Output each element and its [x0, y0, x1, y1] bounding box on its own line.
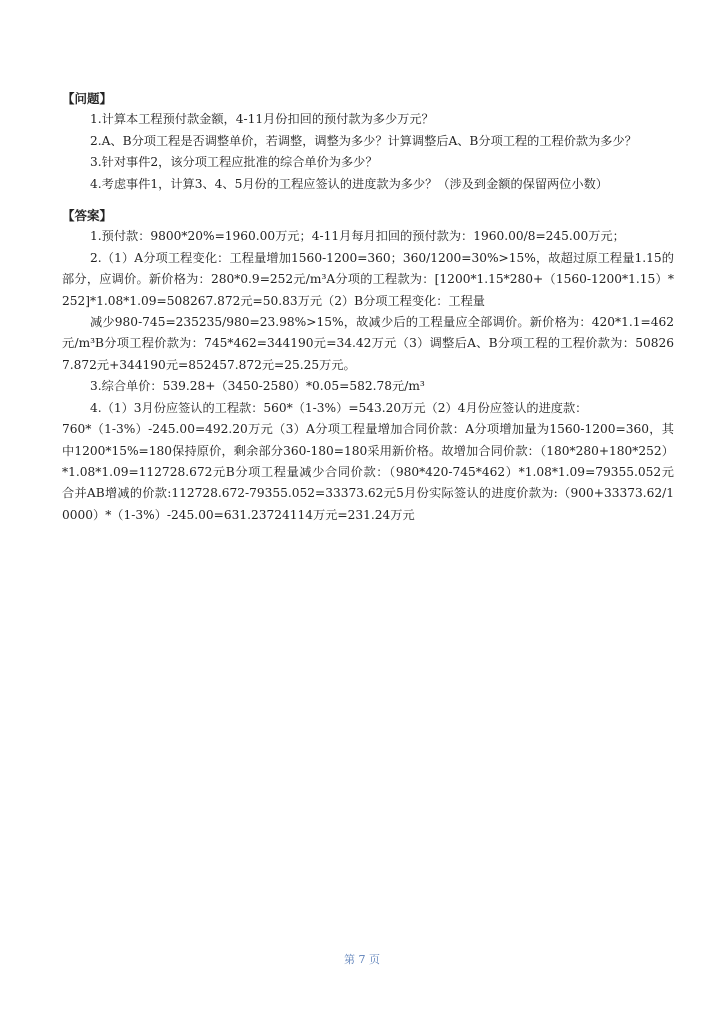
- answer-4-part-2: 760*（1-3%）-245.00=492.20万元（3）A分项工程量增加合同价款：A分项增加量为1560-1200=360，其中1200*15%=180保持原价，剩余部分360-180=180采用新价格。故增加合同价款：（180*280+180*252）*1.08*1.09=112728.672元B分项工程量减少合同价款：（980*420-745*462）*1.08*1.09=79355.052元合并AB增减的价款:112728.672-79355.052=33373.62元5月份实际签认的进度价款为:（900+33373.62/10000）*（1-3%）-245.00=631.23724114万元=231.24万元: [62, 422, 674, 522]
- answer-2-part-1: 2.（1）A分项工程变化：工程量增加1560-1200=360；360/1200=30%>15%，故超过原工程量1.15的部分，应调价。新价格为：280*0.9=252元/m³A分项的工程款为：[1200*1.15*280+（1560-1200*1.15）*252]*1.08*1.09=508267.872元=50.83万元（2）B分项工程变化：工程量: [62, 250, 674, 308]
- question-2: 2.A、B分项工程是否调整单价，若调整，调整为多少？计算调整后A、B分项工程的工程价款为多少？: [90, 133, 637, 148]
- question-4: 4.考虑事件1，计算3、4、5月份的工程应签认的进度款为多少？（涉及到金额的保留两位小数）: [90, 176, 608, 191]
- questions-heading: 【问题】: [62, 91, 113, 106]
- answer-3: 3.综合单价：539.28+（3450-2580）*0.05=582.78元/m³: [90, 379, 425, 394]
- answer-4-part-1: 4.（1）3月份应签认的工程款：560*（1-3%）=543.20万元（2）4月份应签认的进度款：: [90, 400, 588, 415]
- answer-2-part-2: 减少980-745=235235/980=23.98%>15%，故减少后的工程量应全部调价。新价格为：420*1.1=462元/m³B分项工程价款为：745*462=344190元=34.42万元（3）调整后A、B分项工程的工程价款为：508267.872元+344190元=852457.872元=25.25万元。: [62, 315, 674, 372]
- question-1: 1.计算本工程预付款金额，4-11月份扣回的预付款为多少万元？: [90, 112, 434, 127]
- document-body: [62, 88, 674, 526]
- question-3: 3.针对事件2，该分项工程应批准的综合单价为多少？: [90, 155, 378, 170]
- answer-1: 1.预付款：9800*20%=1960.00万元；4-11月每月扣回的预付款为：1960.00/8=245.00万元；: [90, 229, 625, 244]
- page-number: 第 7 页: [344, 953, 380, 966]
- answers-heading: 【答案】: [62, 208, 113, 224]
